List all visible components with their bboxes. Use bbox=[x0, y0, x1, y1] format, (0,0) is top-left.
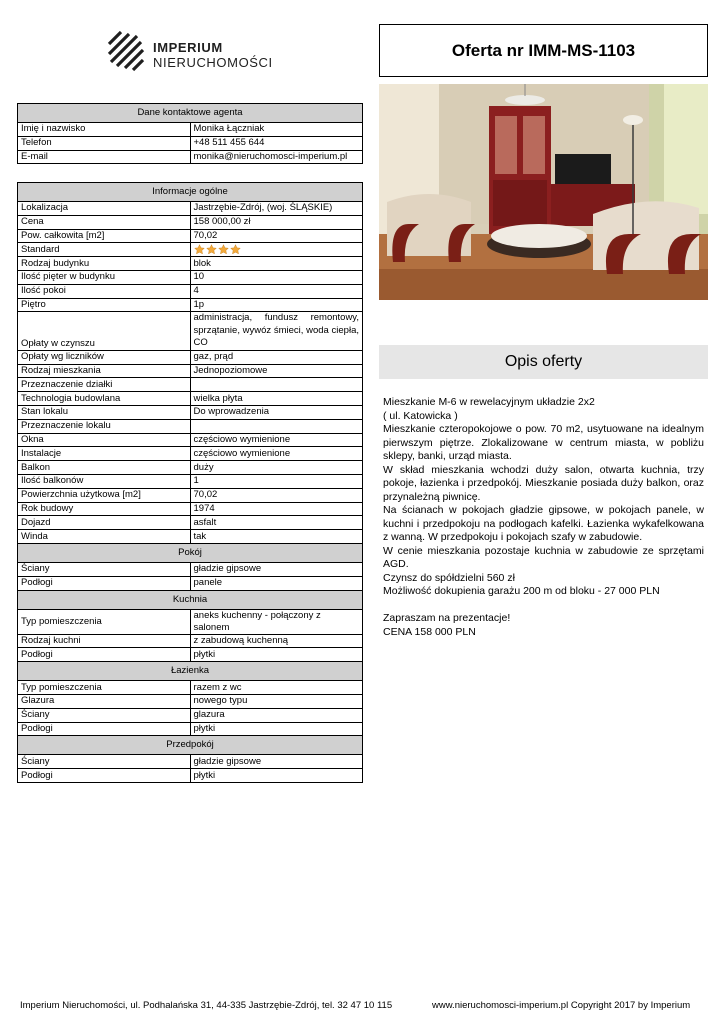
field-label: Imię i nazwisko bbox=[18, 123, 191, 137]
field-label: Ściany bbox=[18, 755, 191, 769]
field-value: gładzie gipsowe bbox=[190, 755, 363, 769]
star-icon bbox=[194, 244, 205, 255]
field-label: Ściany bbox=[18, 563, 191, 577]
field-label: E-mail bbox=[18, 150, 191, 164]
field-label: Lokalizacja bbox=[18, 202, 191, 216]
field-value: gaz, prąd bbox=[190, 350, 363, 364]
field-value: monika@nieruchomosci-imperium.pl bbox=[190, 150, 363, 164]
description-line: Mieszkanie czteropokojowe o pow. 70 m2, usytuowane na idealnym pierwszym piętrze. Zlokalizowane w centrum miasta, w pobliżu sklepy, banki, urząd miasta. bbox=[383, 423, 704, 462]
field-label: Stan lokalu bbox=[18, 406, 191, 420]
star-icon bbox=[230, 244, 241, 255]
table-row bbox=[18, 406, 363, 420]
description-closing: CENA 158 000 PLN bbox=[383, 625, 476, 638]
table-row bbox=[18, 516, 363, 530]
footer-copyright: www.nieruchomosci-imperium.pl Copyright 2017 by Imperium bbox=[432, 1000, 691, 1011]
table-row bbox=[18, 563, 363, 577]
table-row bbox=[18, 447, 363, 461]
description-line: W cenie mieszkania pozostaje kuchnia w zabudowie ze sprzętami AGD. bbox=[383, 544, 704, 570]
table-row bbox=[18, 419, 363, 433]
field-label: Winda bbox=[18, 530, 191, 544]
field-value: 70,02 bbox=[190, 229, 363, 243]
table-row bbox=[18, 681, 363, 695]
table-row bbox=[18, 298, 363, 312]
table-row bbox=[18, 708, 363, 722]
field-value: administracja, fundusz remontowy, sprzątanie, wywóz śmieci, woda ciepła, CO bbox=[190, 312, 363, 351]
offer-description bbox=[383, 396, 704, 639]
field-label: Podłogi bbox=[18, 769, 191, 783]
field-label: Telefon bbox=[18, 136, 191, 150]
field-value: nowego typu bbox=[190, 695, 363, 709]
field-value: płytki bbox=[190, 769, 363, 783]
field-label: Piętro bbox=[18, 298, 191, 312]
field-label: Ilość balkonów bbox=[18, 475, 191, 489]
field-label: Opłaty w czynszu bbox=[18, 312, 191, 351]
field-value: 70,02 bbox=[190, 488, 363, 502]
table-row bbox=[18, 312, 363, 351]
field-label: Balkon bbox=[18, 461, 191, 475]
field-value: duży bbox=[190, 461, 363, 475]
description-closing: Zapraszam na prezentacje! bbox=[383, 612, 511, 624]
offer-number-title: Oferta nr IMM-MS-1103 bbox=[379, 24, 708, 77]
table-row bbox=[18, 461, 363, 475]
property-photo bbox=[379, 84, 708, 300]
field-value: razem z wc bbox=[190, 681, 363, 695]
table-row bbox=[18, 257, 363, 271]
section-header: Dane kontaktowe agenta bbox=[18, 104, 363, 123]
table-row bbox=[18, 243, 363, 257]
field-label: Podłogi bbox=[18, 648, 191, 662]
field-label: Przeznaczenie lokalu bbox=[18, 419, 191, 433]
description-line: W skład mieszkania wchodzi duży salon, otwarta kuchnia, trzy pokoje, łazienka i przedpokój. Mieszkanie posiada duży balkon, oraz przynależną piwnicę. bbox=[383, 463, 704, 503]
field-value: z zabudową kuchenną bbox=[190, 634, 363, 648]
table-row bbox=[18, 769, 363, 783]
star-icon bbox=[218, 244, 229, 255]
section-header: Informacje ogólne bbox=[18, 183, 363, 202]
field-label: Glazura bbox=[18, 695, 191, 709]
description-line: ( ul. Katowicka ) bbox=[383, 409, 458, 422]
field-value: 1 bbox=[190, 475, 363, 489]
field-label: Pow. całkowita [m2] bbox=[18, 229, 191, 243]
table-row bbox=[18, 722, 363, 736]
table-row bbox=[18, 433, 363, 447]
company-logo bbox=[107, 30, 287, 76]
field-value bbox=[190, 378, 363, 392]
table-row bbox=[18, 215, 363, 229]
logo-line2: NIERUCHOMOŚCI bbox=[153, 55, 273, 70]
field-value: blok bbox=[190, 257, 363, 271]
field-label: Podłogi bbox=[18, 576, 191, 590]
field-value: 1974 bbox=[190, 502, 363, 516]
table-row bbox=[18, 488, 363, 502]
property-info-table bbox=[17, 182, 363, 783]
table-row bbox=[18, 530, 363, 544]
field-label: Standard bbox=[18, 243, 191, 257]
table-row bbox=[18, 695, 363, 709]
field-value: aneks kuchenny - połączony z salonem bbox=[190, 609, 363, 634]
description-title: Opis oferty bbox=[379, 345, 708, 379]
field-value: 4 bbox=[190, 284, 363, 298]
table-row bbox=[18, 364, 363, 378]
table-row bbox=[18, 284, 363, 298]
field-value: 158 000,00 zł bbox=[190, 215, 363, 229]
field-value: glazura bbox=[190, 708, 363, 722]
field-label: Technologia budowlana bbox=[18, 392, 191, 406]
field-value: Jednopoziomowe bbox=[190, 364, 363, 378]
description-line: Możliwość dokupienia garażu 200 m od bloku - 27 000 PLN bbox=[383, 585, 660, 597]
field-value: asfalt bbox=[190, 516, 363, 530]
table-row bbox=[18, 378, 363, 392]
field-label: Typ pomieszczenia bbox=[18, 681, 191, 695]
footer-address: Imperium Nieruchomości, ul. Podhalańska 31, 44-335 Jastrzębie-Zdrój, tel. 32 47 10 115 bbox=[20, 1000, 393, 1011]
standard-rating bbox=[190, 243, 363, 257]
section-header: Pokój bbox=[18, 544, 363, 563]
field-value: częściowo wymienione bbox=[190, 433, 363, 447]
description-line: Czynsz do spółdzielni 560 zł bbox=[383, 571, 515, 584]
field-value: panele bbox=[190, 576, 363, 590]
field-label: Powierzchnia użytkowa [m2] bbox=[18, 488, 191, 502]
field-label: Okna bbox=[18, 433, 191, 447]
star-icon bbox=[206, 244, 217, 255]
field-value: 1p bbox=[190, 298, 363, 312]
table-row bbox=[18, 475, 363, 489]
table-row bbox=[18, 270, 363, 284]
field-label: Ilość pięter w budynku bbox=[18, 270, 191, 284]
field-label: Instalacje bbox=[18, 447, 191, 461]
field-label: Cena bbox=[18, 215, 191, 229]
section-header: Kuchnia bbox=[18, 590, 363, 609]
section-header: Przedpokój bbox=[18, 736, 363, 755]
description-line: Na ścianach w pokojach gładzie gipsowe, w pokojach panele, w kuchni i przedpokoju na podłogach kafelki. Łazienka wykafelkowana z wanną. W przedpokoju i pokojach szafy w zabudowie. bbox=[383, 504, 704, 543]
table-row bbox=[18, 350, 363, 364]
field-value: gładzie gipsowe bbox=[190, 563, 363, 577]
table-row bbox=[18, 392, 363, 406]
field-value: tak bbox=[190, 530, 363, 544]
table-row bbox=[18, 502, 363, 516]
field-value: płytki bbox=[190, 648, 363, 662]
table-row bbox=[18, 634, 363, 648]
field-label: Opłaty wg liczników bbox=[18, 350, 191, 364]
table-row bbox=[18, 609, 363, 634]
field-value: 10 bbox=[190, 270, 363, 284]
field-label: Dojazd bbox=[18, 516, 191, 530]
field-value: płytki bbox=[190, 722, 363, 736]
table-row bbox=[18, 755, 363, 769]
field-value: +48 511 455 644 bbox=[190, 136, 363, 150]
field-value: Monika Łączniak bbox=[190, 123, 363, 137]
field-value: Jastrzębie-Zdrój, (woj. ŚLĄSKIE) bbox=[190, 202, 363, 216]
field-value: Do wprowadzenia bbox=[190, 406, 363, 420]
agent-contact-table bbox=[17, 103, 363, 164]
table-row bbox=[18, 202, 363, 216]
field-label: Rodzaj mieszkania bbox=[18, 364, 191, 378]
field-label: Rodzaj budynku bbox=[18, 257, 191, 271]
field-label: Ilość pokoi bbox=[18, 284, 191, 298]
field-value: wielka płyta bbox=[190, 392, 363, 406]
section-header: Łazienka bbox=[18, 662, 363, 681]
description-line: Mieszkanie M-6 w rewelacyjnym układzie 2x2 bbox=[383, 396, 595, 408]
field-label: Rodzaj kuchni bbox=[18, 634, 191, 648]
table-row bbox=[18, 229, 363, 243]
field-value: częściowo wymienione bbox=[190, 447, 363, 461]
field-label: Ściany bbox=[18, 708, 191, 722]
field-label: Rok budowy bbox=[18, 502, 191, 516]
table-row bbox=[18, 576, 363, 590]
table-row bbox=[18, 648, 363, 662]
logo-line1: IMPERIUM bbox=[153, 40, 223, 55]
field-label: Przeznaczenie działki bbox=[18, 378, 191, 392]
field-label: Typ pomieszczenia bbox=[18, 609, 191, 634]
field-label: Podłogi bbox=[18, 722, 191, 736]
field-value bbox=[190, 419, 363, 433]
logo-mark-icon bbox=[107, 30, 147, 76]
